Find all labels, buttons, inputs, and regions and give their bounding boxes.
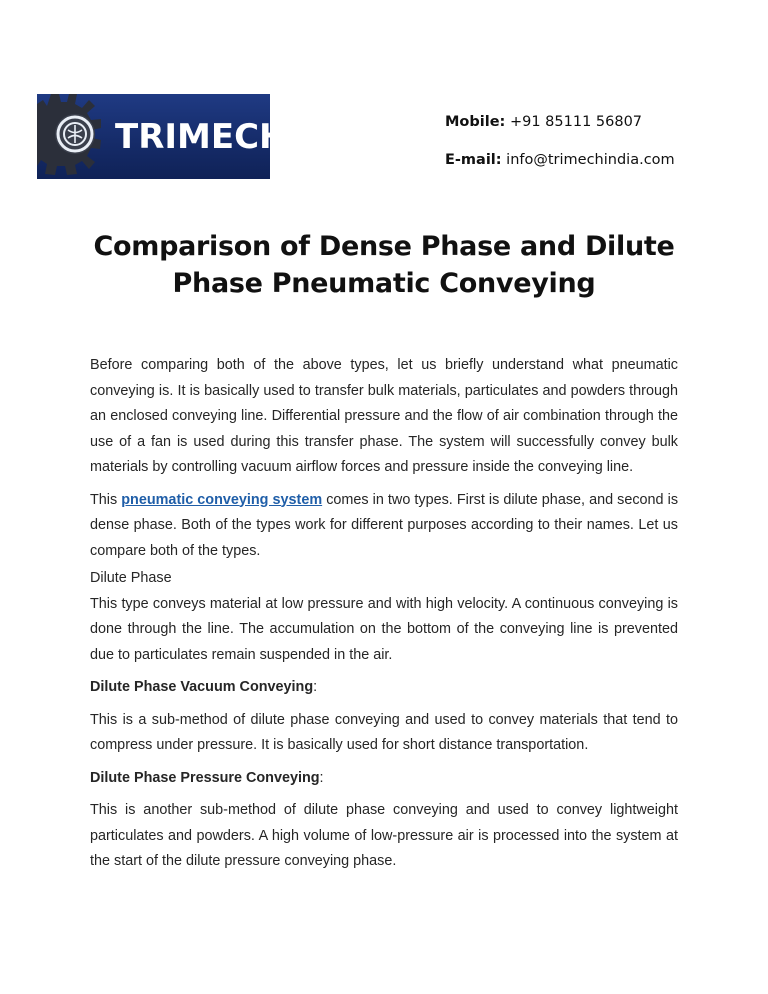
email-address: info@trimechindia.com (506, 152, 675, 168)
title-line-1: Comparison of Dense Phase and Dilute (93, 231, 675, 262)
pressure-heading-text: Dilute Phase Pressure Conveying (90, 769, 320, 786)
vacuum-heading-text: Dilute Phase Vacuum Conveying (90, 679, 314, 695)
vacuum-conveying-paragraph: This is a sub-method of dilute phase conveying and used to convey materials that tend to compress under pressure. It is basically used for short distance transportation. (90, 711, 678, 753)
logo-wordmark: TRIMECH (115, 117, 288, 157)
pneumatic-conveying-system-link[interactable]: pneumatic conveying system (121, 491, 323, 508)
title-line-2: Phase Pneumatic Conveying (172, 268, 596, 299)
vacuum-colon: : (313, 679, 318, 695)
pressure-colon: : (319, 769, 324, 786)
page-title (60, 228, 708, 302)
dilute-phase-paragraph: This type conveys material at low pressure and with high velocity. A continuous conveying is done through the line. The accumulation on the bottom of the conveying line is prevented due to particulates remain suspended in the air. (90, 595, 678, 663)
intro-paragraph: Before comparing both of the above types, let us briefly understand what pneumatic conveying is. It is basically used to transfer bulk materials, particulates and powders through an enclosed conveying line. Differential pressure and the flow of air combination through the use of a fan is used during this transfer phase. The system will successfully convey bulk materials by controlling vacuum airflow forces and pressure inside the conveying line. (90, 357, 678, 475)
types-paragraph (90, 488, 678, 565)
document-body (90, 353, 678, 875)
mobile-label: Mobile: (445, 114, 506, 130)
types-suffix: comes in two types. First is dilute phase, and second is dense phase. Both of the types work for different purposes according to their names. Let us compare both of the types. (90, 491, 679, 559)
vacuum-conveying-heading (90, 675, 678, 701)
pressure-conveying-paragraph: This is another sub-method of dilute phase conveying and used to convey lightweight particulates and powders. A high volume of low-pressure air is processed into the system at the start of the dilute pressure conveying phase. (90, 802, 678, 869)
pressure-conveying-heading (90, 766, 678, 792)
mobile-number: +91 85111 56807 (509, 114, 643, 130)
contact-mobile (445, 114, 642, 130)
dilute-phase-heading: Dilute Phase (90, 570, 172, 586)
email-label: E-mail: (445, 152, 502, 168)
types-prefix: This (90, 491, 118, 508)
contact-email (445, 152, 675, 168)
company-logo (37, 94, 288, 179)
